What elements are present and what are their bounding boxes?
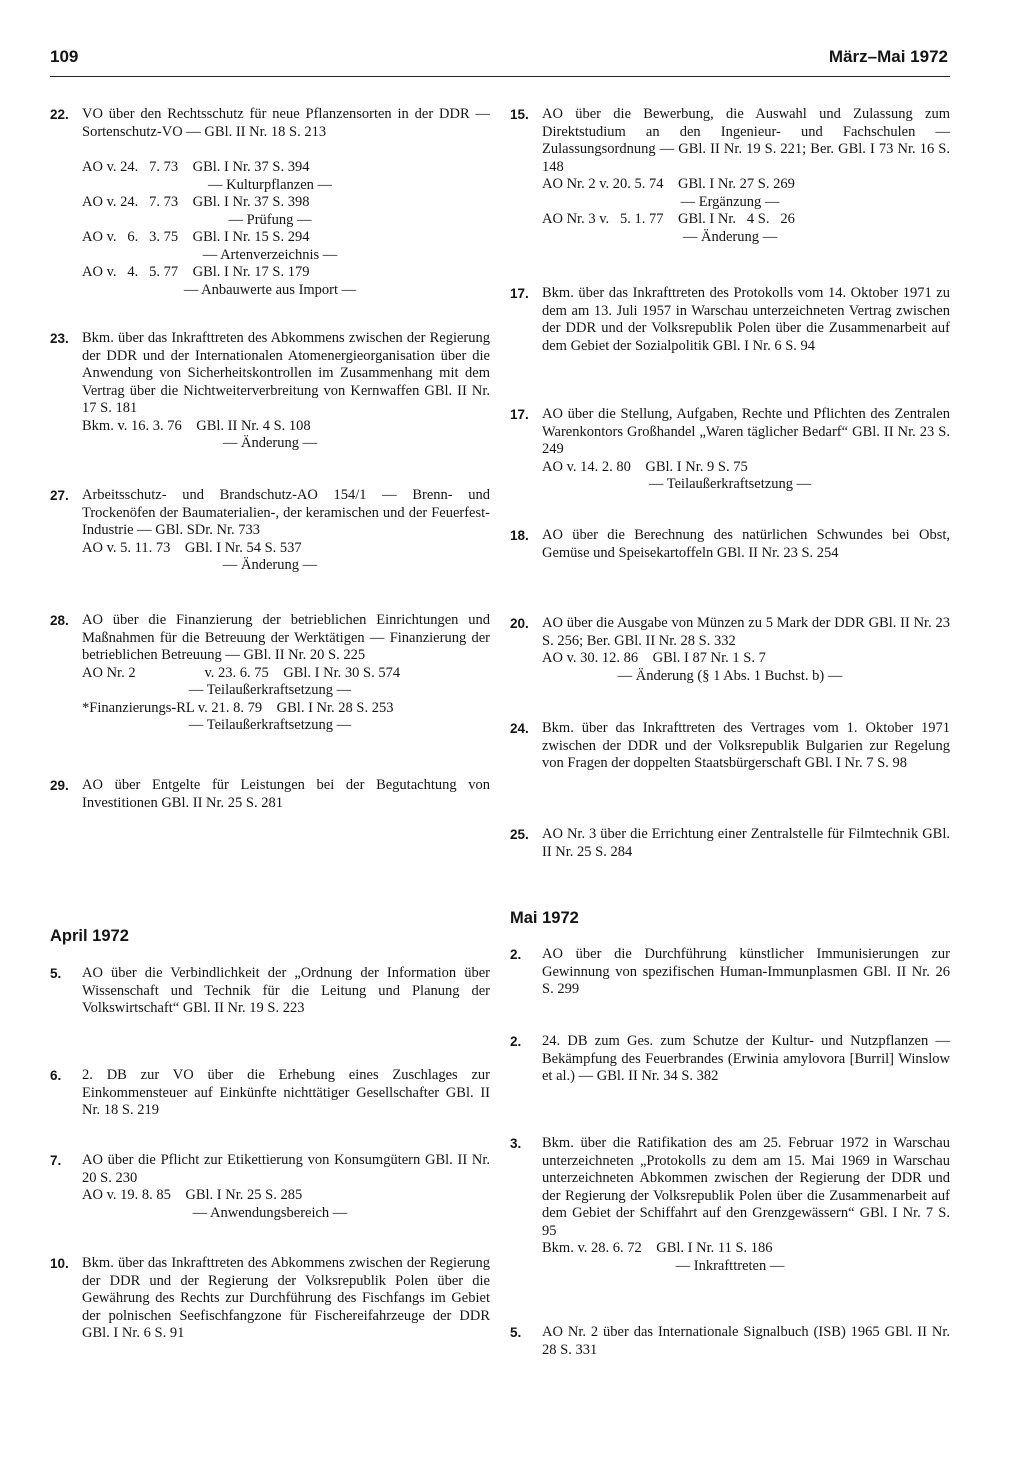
amendment-type: — Teilaußerkraftsetzung — — [188, 717, 352, 733]
amendment-type: — Teilaußerkraftsetzung — — [648, 476, 812, 492]
register-entry — [510, 615, 950, 685]
entry-text: Bkm. über die Ratifikation des am 25. Februar 1972 in Warschau unterzeichneten „Protokolls zu dem am 15. Mai 1969 in Warschau unterzeichneten Abkommen zwischen der Regierung der DDR und der Regierung der Volksrepublik Polen über die Zusammenarbeit auf dem Gebiet der Schiffahrt auf den Grenzgewässern“ GBl. I Nr. 7 S. 95 — [542, 1135, 950, 1239]
register-entry — [50, 1067, 490, 1120]
entry-day-number: 22. — [50, 107, 69, 122]
register-entry — [50, 106, 490, 299]
amendment-type: — Prüfung — — [228, 211, 312, 228]
register-entry — [510, 285, 950, 355]
entry-day-number: 23. — [50, 331, 69, 346]
register-entry — [50, 1255, 490, 1343]
entry-text: AO Nr. 2 über das Internationale Signalbuch (ISB) 1965 GBl. II Nr. 28 S. 331 — [542, 1324, 950, 1358]
register-entry — [50, 965, 490, 1018]
amendment-reference: AO Nr. 3 v. 5. 1. 77 GBl. I Nr. 4 S. 26 — [542, 211, 795, 227]
entry-text: AO über die Berechnung des natürlichen Schwundes bei Obst, Gemüse und Speisekartoffeln GBl. II Nr. 23 S. 254 — [542, 527, 950, 561]
entry-day-number: 10. — [50, 1256, 69, 1271]
amendment-type: — Teilaußerkraftsetzung — — [188, 682, 352, 698]
amendment-reference: AO v. 24. 7. 73 GBl. I Nr. 37 S. 394 — [82, 159, 310, 175]
entry-day-number: 24. — [510, 721, 529, 736]
register-entry — [510, 406, 950, 494]
register-entry — [510, 106, 950, 246]
entry-day-number: 5. — [510, 1325, 522, 1340]
amendment-type: — Ergänzung — — [680, 193, 780, 210]
entry-text: Bkm. über das Inkrafttreten des Vertrages vom 1. Oktober 1971 zwischen der DDR und der Volksrepublik Bulgarien zur Regelung von Fragen der doppelten Staatsbürgerschaft GBl. I Nr. 7 S. 98 — [542, 720, 950, 771]
entry-day-number: 25. — [510, 827, 529, 842]
section-heading-mai: Mai 1972 — [510, 909, 579, 927]
entry-day-number: 27. — [50, 488, 69, 503]
entry-text: AO Nr. 3 über die Errichtung einer Zentralstelle für Filmtechnik GBl. II Nr. 25 S. 284 — [542, 826, 950, 860]
register-entry — [510, 1324, 950, 1359]
amendment-type: — Kulturpflanzen — — [207, 176, 333, 193]
amendment-type: — Änderung — — [222, 557, 318, 573]
entry-text: AO über die Verbindlichkeit der „Ordnung der Information über Wissenschaft und Technik für die Leitung und Planung der Volkswirtschaft“ GBl. II Nr. 19 S. 223 — [82, 965, 490, 1016]
entry-day-number: 28. — [50, 613, 69, 628]
entry-text: AO über die Finanzierung der betrieblichen Einrichtungen und Maßnahmen für die Betreuung der Werktätigen — Finanzierung der betrieblichen Betreuung — GBl. II Nr. 20 S. 225 — [82, 612, 490, 663]
entry-day-number: 18. — [510, 528, 529, 543]
entry-text: VO über den Rechtsschutz für neue Pflanzensorten in der DDR — Sortenschutz-VO — GBl. II Nr. 18 S. 213 — [82, 106, 490, 140]
amendment-type: — Inkrafttreten — — [675, 1257, 785, 1274]
entry-day-number: 17. — [510, 407, 529, 422]
amendment-reference: AO Nr. 2 v. 23. 6. 75 GBl. I Nr. 30 S. 574 — [82, 664, 401, 681]
amendment-reference: AO v. 14. 2. 80 GBl. I Nr. 9 S. 75 — [542, 458, 748, 475]
register-entry — [50, 612, 490, 735]
amendment-reference: Bkm. v. 28. 6. 72 GBl. I Nr. 11 S. 186 — [542, 1240, 773, 1256]
section-heading-april: April 1972 — [50, 927, 129, 945]
amendment-type: — Anwendungsbereich — — [192, 1204, 348, 1221]
register-entry — [50, 487, 490, 575]
register-entry — [510, 946, 950, 999]
register-entry — [510, 1033, 950, 1086]
entry-day-number: 7. — [50, 1153, 62, 1168]
entry-day-number: 17. — [510, 286, 529, 301]
amendment-reference: Bkm. v. 16. 3. 76 GBl. II Nr. 4 S. 108 — [82, 417, 311, 434]
entry-day-number: 2. — [510, 947, 522, 962]
entry-text: AO über die Pflicht zur Etikettierung von Konsumgütern GBl. II Nr. 20 S. 230 — [82, 1152, 490, 1186]
entry-text: Bkm. über das Inkrafttreten des Protokolls vom 14. Oktober 1971 zu dem am 13. Juli 1957 in Warschau unterzeichneten Vertrag zwischen der DDR und der Volksrepublik Polen über die Zusammenarbeit auf dem Gebiet der Sozialpolitik GBl. I Nr. 6 S. 94 — [542, 285, 950, 354]
entry-text: AO über die Stellung, Aufgaben, Rechte und Pflichten des Zentralen Warenkontors Großhandel „Waren täglicher Bedarf“ GBl. II Nr. 23 S. 249 — [542, 406, 950, 457]
register-entry — [510, 527, 950, 562]
entry-day-number: 29. — [50, 778, 69, 793]
register-entry — [510, 1135, 950, 1275]
amendment-reference: AO v. 4. 5. 77 GBl. I Nr. 17 S. 179 — [82, 264, 310, 280]
amendment-reference: AO Nr. 2 v. 20. 5. 74 GBl. I Nr. 27 S. 269 — [542, 176, 795, 192]
entry-text: AO über Entgelte für Leistungen bei der Begutachtung von Investitionen GBl. II Nr. 25 S. 281 — [82, 777, 490, 811]
entry-day-number: 2. — [510, 1034, 522, 1049]
entry-text: Bkm. über das Inkrafttreten des Abkommens zwischen der Regierung der DDR und der Regierung der Volksrepublik Polen über die Gewährung des Rechts zur Durchführung des Fischfangs im Gebiet der polnischen Seefischfangzone für Fischereifahrzeuge der DDR GBl. I Nr. 6 S. 91 — [82, 1255, 490, 1341]
entry-text: 24. DB zum Ges. zum Schutze der Kultur- und Nutzpflanzen — Bekämpfung des Feuerbrandes (Erwinia amylovora [Burril] Winslow et al.) — GBl. II Nr. 34 S. 382 — [542, 1033, 950, 1084]
entry-text: AO über die Ausgabe von Münzen zu 5 Mark der DDR GBl. II Nr. 23 S. 256; Ber. GBl. II Nr. 28 S. 332 — [542, 615, 950, 649]
header-rule — [50, 76, 950, 77]
entry-day-number: 20. — [510, 616, 529, 631]
amendment-type: — Änderung — — [222, 435, 318, 451]
register-entry — [510, 720, 950, 773]
register-entry — [50, 777, 490, 812]
entry-text: AO über die Durchführung künstlicher Immunisierungen zur Gewinnung von spezifischen Human-Immunplasmen GBl. II Nr. 26 S. 299 — [542, 946, 950, 997]
register-entry — [50, 1152, 490, 1222]
entry-day-number: 15. — [510, 107, 529, 122]
register-entry — [510, 826, 950, 861]
entry-day-number: 5. — [50, 966, 62, 981]
amendment-type: — Änderung — — [682, 228, 778, 245]
amendment-reference: AO v. 5. 11. 73 GBl. I Nr. 54 S. 537 — [82, 539, 302, 556]
amendment-reference: *Finanzierungs-RL v. 21. 8. 79 GBl. I Nr. 28 S. 253 — [82, 699, 394, 716]
amendment-reference: AO v. 19. 8. 85 GBl. I Nr. 25 S. 285 — [82, 1187, 303, 1203]
entry-day-number: 6. — [50, 1068, 62, 1083]
entry-text: Arbeitsschutz- und Brandschutz-AO 154/1 — Brenn- und Trockenöfen der Baumaterialien-, der keramischen und der Feuerfest-Industrie — GBl. SDr. Nr. 733 — [82, 487, 490, 538]
entry-day-number: 3. — [510, 1136, 522, 1151]
entry-text: 2. DB zur VO über die Erhebung eines Zuschlages zur Einkommensteuer auf Einkünfte nichttätiger Gesellschafter GBl. II Nr. 18 S. 219 — [82, 1067, 490, 1118]
page-period: März–Mai 1972 — [828, 47, 948, 66]
entry-text: Bkm. über das Inkrafttreten des Abkommens zwischen der Regierung der DDR und der Internationalen Atomenergieorganisation über die Anwendung von Sicherheitskontrollen im Zusammenhang mit dem Vertrag über die Nichtweiterverbreitung von Kernwaffen GBl. II Nr. 17 S. 181 — [82, 330, 490, 416]
amendment-type: — Anbauwerte aus Import — — [183, 281, 357, 298]
amendment-reference: AO v. 30. 12. 86 GBl. I 87 Nr. 1 S. 7 — [542, 650, 766, 666]
amendment-reference: AO v. 24. 7. 73 GBl. I Nr. 37 S. 398 — [82, 194, 310, 210]
amendment-reference: AO v. 6. 3. 75 GBl. I Nr. 15 S. 294 — [82, 229, 310, 245]
amendment-type: — Artenverzeichnis — — [202, 246, 338, 263]
entry-text: AO über die Bewerbung, die Auswahl und Zulassung zum Direktstudium an den Ingenieur- und Fachschulen — Zulassungsordnung — GBl. II Nr. 19 S. 221; Ber. GBl. I 73 Nr. 16 S. 148 — [542, 106, 950, 175]
amendment-type: — Änderung (§ 1 Abs. 1 Buchst. b) — — [617, 667, 843, 684]
page-number: 109 — [50, 47, 79, 66]
register-entry — [50, 330, 490, 453]
